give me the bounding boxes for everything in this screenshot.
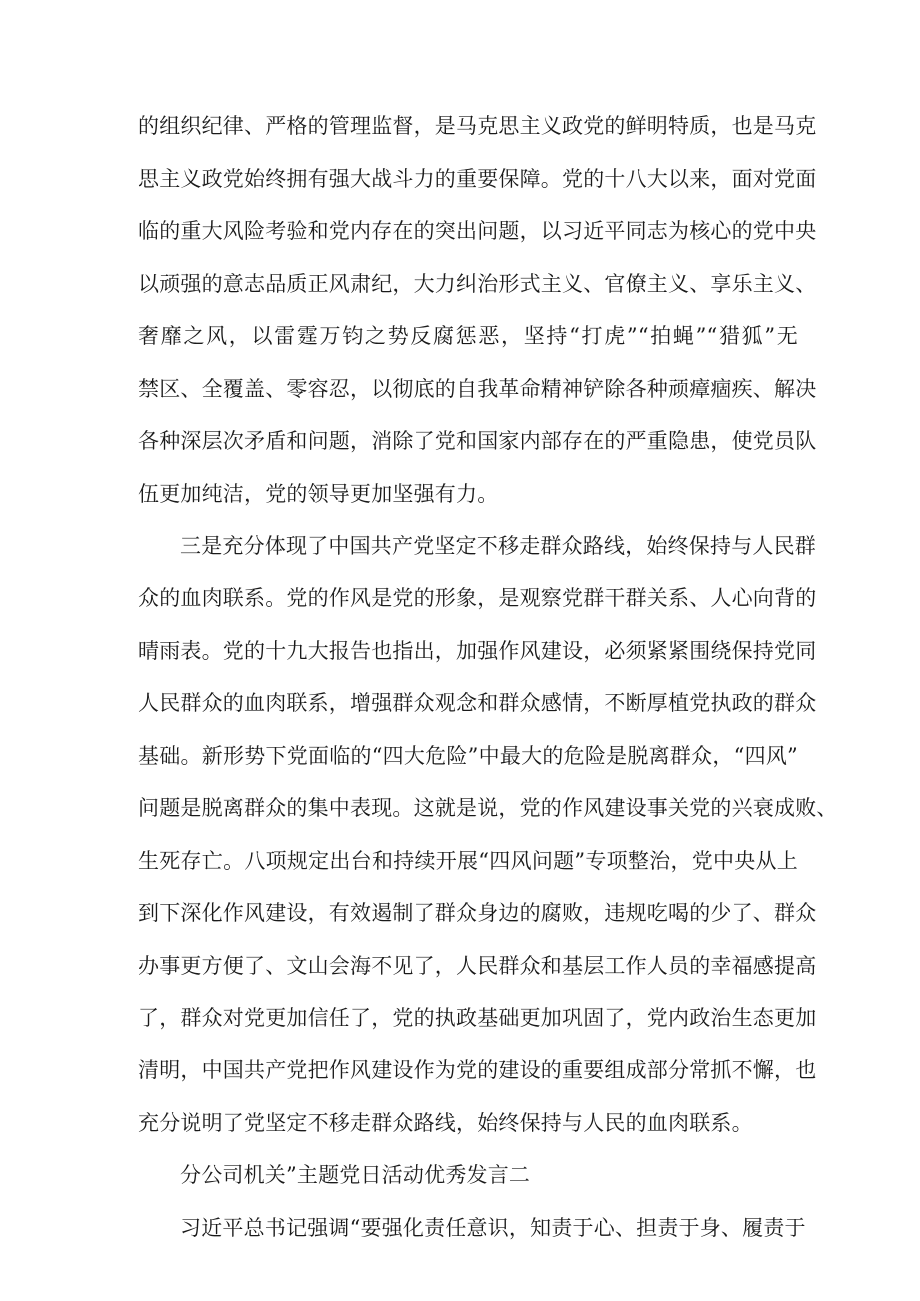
text-line: 晴雨表。党的十九大报告也指出，加强作风建设，必须紧紧围绕保持党同 xyxy=(138,639,817,663)
text-line: 生死存亡。八项规定出台和持续开展“四风问题”专项整治，党中央从上 xyxy=(138,849,798,873)
text-line: 禁区、全覆盖、零容忍，以彻底的自我革命精神铲除各种顽瘴痼疾、解决 xyxy=(138,377,817,401)
text-line: 伍更加纯洁，党的领导更加坚强有力。 xyxy=(138,482,499,506)
text-line: 以顽强的意志品质正风肃纪，大力纠治形式主义、官僚主义、享乐主义、 xyxy=(138,272,817,296)
text-line: 三是充分体现了中国共产党坚定不移走群众路线，始终保持与人民群 xyxy=(180,534,816,558)
text-line: 临的重大风险考验和党内存在的突出问题，以习近平同志为核心的党中央 xyxy=(138,219,817,243)
text-line: 问题是脱离群众的集中表现。这就是说，党的作风建设事关党的兴衰成败、 xyxy=(138,796,838,820)
text-line: 清明，中国共产党把作风建设作为党的建设的重要组成部分常抓不懈，也 xyxy=(138,1058,817,1082)
text-line: 人民群众的血肉联系，增强群众观念和群众感情，不断厚植党执政的群众 xyxy=(138,691,817,715)
text-line: 习近平总书记强调“要强化责任意识，知责于心、担责于身、履责于 xyxy=(180,1216,806,1240)
text-line: 充分说明了党坚定不移走群众路线，始终保持与人民的血肉联系。 xyxy=(138,1111,753,1135)
text-line: 各种深层次矛盾和问题，消除了党和国家内部存在的严重隐患，使党员队 xyxy=(138,429,817,453)
text-line: 办事更方便了、文山会海不见了，人民群众和基层工作人员的幸福感提高 xyxy=(138,954,817,978)
text-line: 的组织纪律、严格的管理监督，是马克思主义政党的鲜明特质，也是马克 xyxy=(138,114,817,138)
section-heading: 分公司机关”主题党日活动优秀发言二 xyxy=(180,1163,531,1187)
text-line: 了，群众对党更加信任了，党的执政基础更加巩固了，党内政治生态更加 xyxy=(138,1006,817,1030)
text-line: 思主义政党始终拥有强大战斗力的重要保障。党的十八大以来，面对党面 xyxy=(138,167,817,191)
text-line: 奢靡之风，以雷霆万钧之势反腐惩恶，坚持“打虎”“拍蝇”“猎狐”无 xyxy=(138,324,798,348)
text-line: 基础。新形势下党面临的“四大危险”中最大的危险是脱离群众，“四风” xyxy=(138,744,798,768)
text-line: 到下深化作风建设，有效遏制了群众身边的腐败，违规吃喝的少了、群众 xyxy=(138,901,817,925)
text-line: 众的血肉联系。党的作风是党的形象，是观察党群干群关系、人心向背的 xyxy=(138,586,817,610)
